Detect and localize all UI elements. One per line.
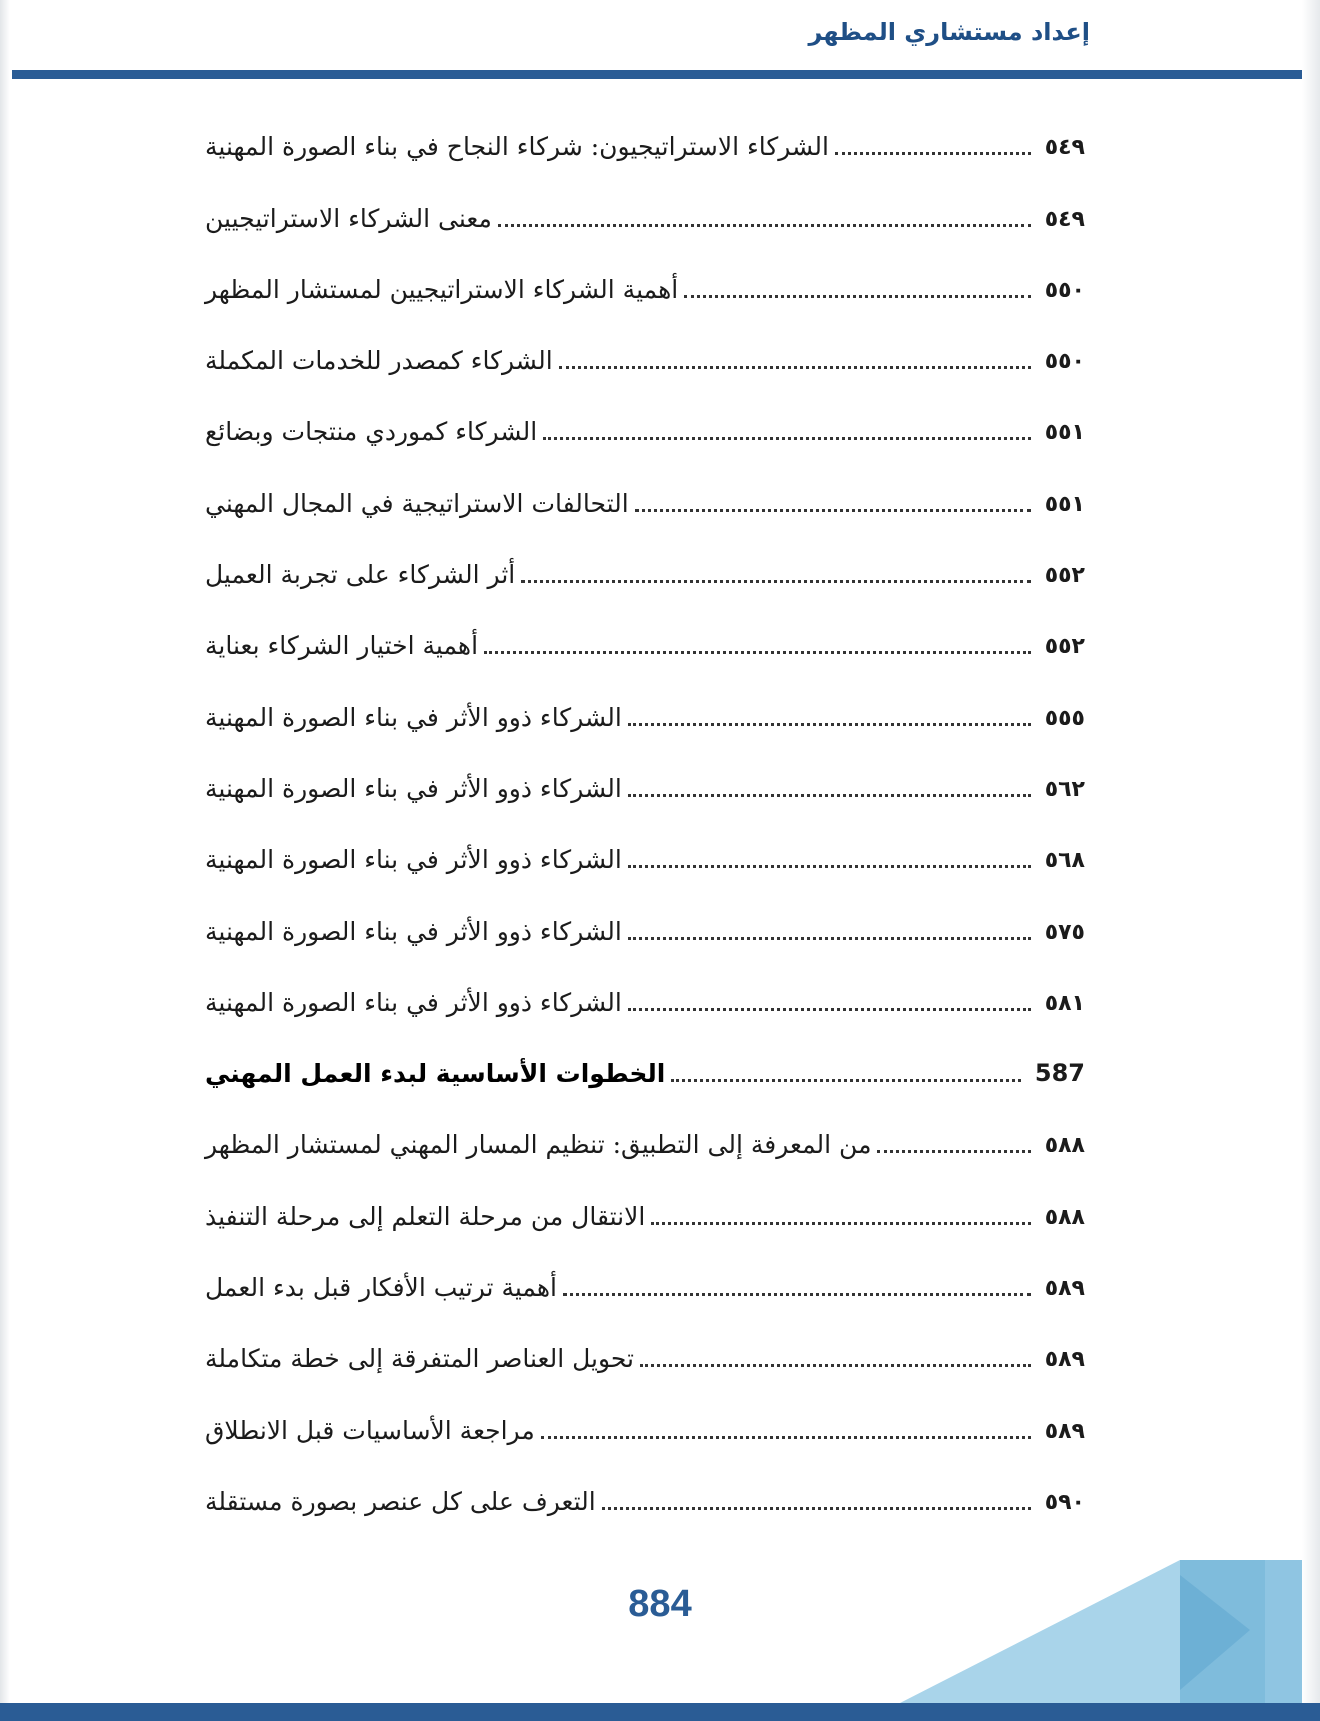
toc-dot-leader (628, 865, 1031, 868)
toc-page-number: ٥٨٩ (1044, 1276, 1085, 1302)
toc-entry-title: معنى الشركاء الاستراتيجيين (205, 203, 492, 233)
toc-dot-leader (640, 1364, 1031, 1367)
toc-entry-title: التعرف على كل عنصر بصورة مستقلة (205, 1486, 596, 1516)
toc-entry (205, 892, 1085, 963)
toc-dot-leader (484, 651, 1031, 654)
toc-entry (205, 179, 1085, 250)
footer-bar (0, 1703, 1320, 1721)
toc-dot-leader (628, 937, 1031, 940)
toc-dot-leader (628, 1008, 1031, 1011)
toc-dot-leader (498, 224, 1031, 227)
toc-entry-title: الشركاء ذوو الأثر في بناء الصورة المهنية (205, 773, 622, 803)
footer-light-panel (900, 1560, 1265, 1703)
toc-entry (205, 821, 1085, 892)
toc-entry (205, 1177, 1085, 1248)
toc-entry (205, 536, 1085, 607)
toc-entry (205, 393, 1085, 464)
toc-entry (205, 1106, 1085, 1177)
toc-dot-leader (602, 1507, 1031, 1510)
toc-page-number: 587 (1034, 1059, 1085, 1088)
toc-entry (205, 1320, 1085, 1391)
toc-entry-title: مراجعة الأساسيات قبل الانطلاق (205, 1415, 535, 1445)
toc-page-number: ٥٩٠ (1044, 1489, 1085, 1515)
toc-page-number: ٥٨٩ (1044, 1418, 1085, 1444)
toc-entry-title: الشركاء كمصدر للخدمات المكملة (205, 346, 553, 376)
toc-entry-title: الشركاء ذوو الأثر في بناء الصورة المهنية (205, 987, 622, 1017)
toc-entry (205, 251, 1085, 322)
toc-entry (205, 1463, 1085, 1534)
toc-dot-leader (563, 1293, 1031, 1296)
toc-page-number: ٥٥٠ (1044, 349, 1085, 375)
toc-page-number: ٥٥٢ (1044, 634, 1085, 660)
toc-dot-leader (628, 794, 1031, 797)
toc-entry-title: من المعرفة إلى التطبيق: تنظيم المسار المهني لمستشار المظهر (205, 1130, 872, 1160)
toc-entry-title: تحويل العناصر المتفرقة إلى خطة متكاملة (205, 1344, 634, 1374)
toc-page-number: ٥٥٠ (1044, 277, 1085, 303)
footer-mid-panel (1180, 1560, 1265, 1703)
toc-dot-leader (835, 152, 1031, 155)
toc-page-number: ٥٦٨ (1044, 848, 1085, 874)
table-of-contents (205, 108, 1085, 1534)
toc-entry (205, 678, 1085, 749)
toc-page-number: ٥٨١ (1044, 990, 1085, 1016)
toc-dot-leader (541, 1436, 1031, 1439)
toc-dot-leader (559, 366, 1031, 369)
toc-page-number: ٥٤٩ (1044, 135, 1085, 161)
toc-dot-leader (521, 580, 1030, 583)
toc-page-number: ٥٨٩ (1044, 1347, 1085, 1373)
toc-entry-title: أهمية اختيار الشركاء بعناية (205, 631, 479, 661)
toc-dot-leader (684, 295, 1031, 298)
toc-page-number: ٥٦٢ (1044, 776, 1085, 802)
toc-entry (205, 964, 1085, 1035)
page-edge-shadow-left (0, 0, 10, 1721)
toc-page-number: ٥٥١ (1044, 491, 1085, 517)
running-header-title: إعداد مستشاري المظهر (808, 18, 1090, 46)
toc-entry-title: الشركاء ذوو الأثر في بناء الصورة المهنية (205, 845, 622, 875)
footer-arrow-shape (1180, 1575, 1250, 1690)
toc-entry-title: التحالفات الاستراتيجية في المجال المهني (205, 488, 629, 518)
page-number: 884 (628, 1583, 692, 1625)
footer-edge-strip (1265, 1560, 1302, 1703)
toc-entry-title: الشركاء كموردي منتجات وبضائع (205, 417, 538, 447)
toc-dot-leader (635, 509, 1031, 512)
toc-section-heading (205, 1035, 1085, 1106)
toc-entry-title: الشركاء ذوو الأثر في بناء الصورة المهنية (205, 702, 622, 732)
toc-page-number: ٥٥١ (1044, 420, 1085, 446)
toc-page-number: ٥٨٨ (1044, 1133, 1085, 1159)
toc-entry-title: أهمية ترتيب الأفكار قبل بدء العمل (205, 1273, 557, 1303)
toc-dot-leader (671, 1079, 1021, 1082)
toc-page-number: ٥٧٥ (1044, 919, 1085, 945)
toc-entry (205, 108, 1085, 179)
toc-entry-title: الشركاء ذوو الأثر في بناء الصورة المهنية (205, 916, 622, 946)
toc-entry-title: الشركاء الاستراتيجيون: شركاء النجاح في بناء الصورة المهنية (205, 132, 829, 162)
toc-entry (205, 607, 1085, 678)
toc-entry-title: أهمية الشركاء الاستراتيجيين لمستشار المظهر (205, 274, 679, 304)
toc-entry (205, 1249, 1085, 1320)
toc-page-number: ٥٨٨ (1044, 1204, 1085, 1230)
toc-page-number: ٥٥٢ (1044, 563, 1085, 589)
toc-entry (205, 750, 1085, 821)
toc-entry-title: أثر الشركاء على تجربة العميل (205, 560, 516, 590)
header-rule (12, 70, 1302, 79)
toc-entry (205, 322, 1085, 393)
toc-entry (205, 1391, 1085, 1462)
toc-dot-leader (877, 1150, 1030, 1153)
toc-entry-title: الانتقال من مرحلة التعلم إلى مرحلة التنفيذ (205, 1201, 646, 1231)
toc-entry (205, 464, 1085, 535)
toc-dot-leader (543, 437, 1031, 440)
toc-dot-leader (651, 1222, 1030, 1225)
toc-dot-leader (628, 723, 1031, 726)
toc-page-number: ٥٤٩ (1044, 206, 1085, 232)
toc-page-number: ٥٥٥ (1044, 705, 1085, 731)
toc-entry-title: الخطوات الأساسية لبدء العمل المهني (205, 1059, 666, 1089)
page-edge-shadow-right (1302, 0, 1320, 1721)
